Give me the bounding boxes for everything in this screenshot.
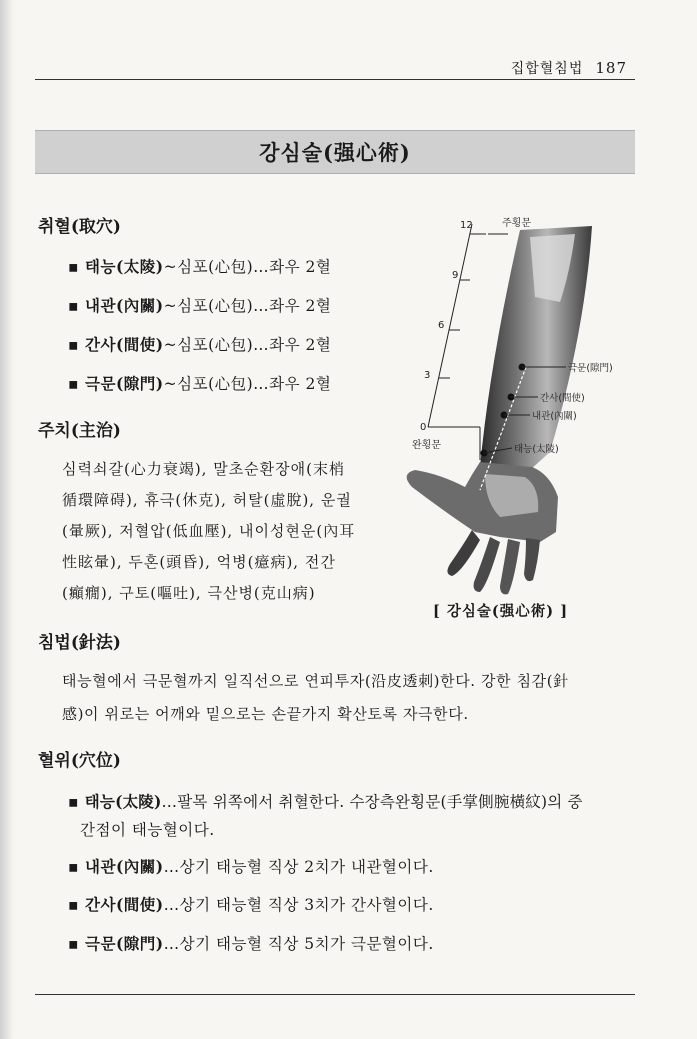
list-item: ▪ 극문(隙門)…상기 태능혈 직상 5치가 극문혈이다.	[68, 934, 434, 953]
scale-ticks	[420, 220, 486, 433]
point-meridian: ~심포(心包)…좌우 2혈	[163, 336, 332, 354]
point-location: …상기 태능혈 직상 5치가 극문혈이다.	[163, 935, 434, 953]
finger-shape	[524, 538, 540, 581]
scale-tick-label: 6	[438, 320, 445, 331]
point-meridian: ~심포(心包)…좌우 2혈	[163, 375, 332, 393]
bottom-rule	[35, 994, 635, 995]
point-location: …상기 태능혈 직상 3치가 간사혈이다.	[163, 896, 434, 914]
indication-line: 性眩暈), 두혼(頭昏), 억병(癔病), 전간	[62, 553, 336, 571]
finger-shape	[474, 537, 500, 592]
running-head	[511, 58, 627, 78]
list-item: ▪ 태능(太陵)~심포(心包)…좌우 2혈	[68, 257, 332, 276]
indication-line: (暈厥), 저혈압(低血壓), 내이성현운(內耳	[62, 522, 356, 540]
point-location: …상기 태능혈 직상 2치가 내관혈이다.	[163, 858, 434, 876]
acupoint-label: 간사(間使)	[540, 393, 585, 404]
acupoint-label: 내관(內關)	[532, 411, 577, 422]
point-name: 간사(間使)	[85, 335, 164, 354]
point-name: 내관(內關)	[85, 296, 164, 315]
scale-tick-label: 9	[452, 270, 459, 281]
list-item: ▪ 간사(間使)…상기 태능혈 직상 3치가 간사혈이다.	[68, 895, 434, 914]
acupoint-label: 극문(隙門)	[568, 363, 613, 374]
indication-line: 심력쇠갈(心力衰竭), 말초순환장애(末梢	[62, 460, 345, 478]
point-location-cont: 간점이 태능혈이다.	[80, 821, 215, 839]
scale-tick-label: 3	[424, 370, 431, 381]
heading-chimbeop: 침법(針法)	[38, 633, 121, 653]
point-name: 태능(太陵)	[84, 792, 162, 811]
method-line: 感)이 위로는 어깨와 밑으로는 손끝가지 확산토록 자극한다.	[62, 705, 469, 723]
list-item: ▪ 태능(太陵)…팔목 위쪽에서 취혈한다. 수장측완횡문(手掌側腕橫紋)의 중	[68, 792, 583, 811]
list-item: ▪ 극문(隙門)~심포(心包)…좌우 2혈	[68, 374, 332, 393]
finger-shape	[447, 530, 480, 576]
list-item: ▪ 간사(間使)~심포(心包)…좌우 2혈	[68, 335, 332, 354]
point-location: …팔목 위쪽에서 취혈한다. 수장측완횡문(手掌側腕橫紋)의 중	[161, 793, 583, 811]
scale-tick-label: 0	[420, 422, 427, 433]
top-rule	[35, 79, 635, 80]
forearm-illustration	[380, 212, 660, 597]
point-name: 극문(隙門)	[85, 934, 164, 953]
elbow-crease-label: 주횡문	[502, 218, 531, 229]
heading-chwihyeol: 취혈(取穴)	[38, 217, 121, 237]
list-item: ▪ 내관(內關)~심포(心包)…좌우 2혈	[68, 296, 332, 315]
page-edge-shadow	[0, 0, 14, 1039]
indication-line: 循環障碍), 휴극(休克), 허탈(虛脫), 운궐	[62, 491, 352, 509]
figure-caption: [ 강심술(强心術) ]	[433, 603, 569, 620]
indication-line: (癲癇), 구토(嘔吐), 극산병(克山病)	[62, 584, 316, 602]
page-title: 강심술(强心術)	[259, 140, 411, 165]
scale-tick-label: 12	[460, 220, 473, 231]
method-line: 태능혈에서 극문혈까지 일직선으로 연피투자(沿皮透刺)한다. 강한 침감(針	[62, 672, 569, 690]
running-head-title: 집합혈침법	[510, 61, 584, 77]
point-name: 극문(隙門)	[85, 374, 164, 393]
point-meridian: ~심포(心包)…좌우 2혈	[163, 258, 332, 276]
acupoint-label: 태능(太陵)	[514, 444, 559, 455]
point-name: 간사(間使)	[85, 895, 164, 914]
scale-line	[428, 224, 472, 427]
finger-shape	[500, 539, 520, 594]
point-name: 태능(太陵)	[85, 257, 164, 276]
point-meridian: ~심포(心包)…좌우 2혈	[163, 297, 332, 315]
list-item: ▪ 내관(內關)…상기 태능혈 직상 2치가 내관혈이다.	[68, 857, 434, 876]
page-number: 187	[595, 59, 627, 77]
heading-juchi: 주치(主治)	[38, 421, 121, 441]
title-band	[35, 130, 635, 174]
heading-hyeolwi: 혈위(穴位)	[38, 751, 121, 771]
wrist-crease-label: 완횡문	[412, 440, 441, 451]
point-name: 내관(內關)	[85, 857, 164, 876]
